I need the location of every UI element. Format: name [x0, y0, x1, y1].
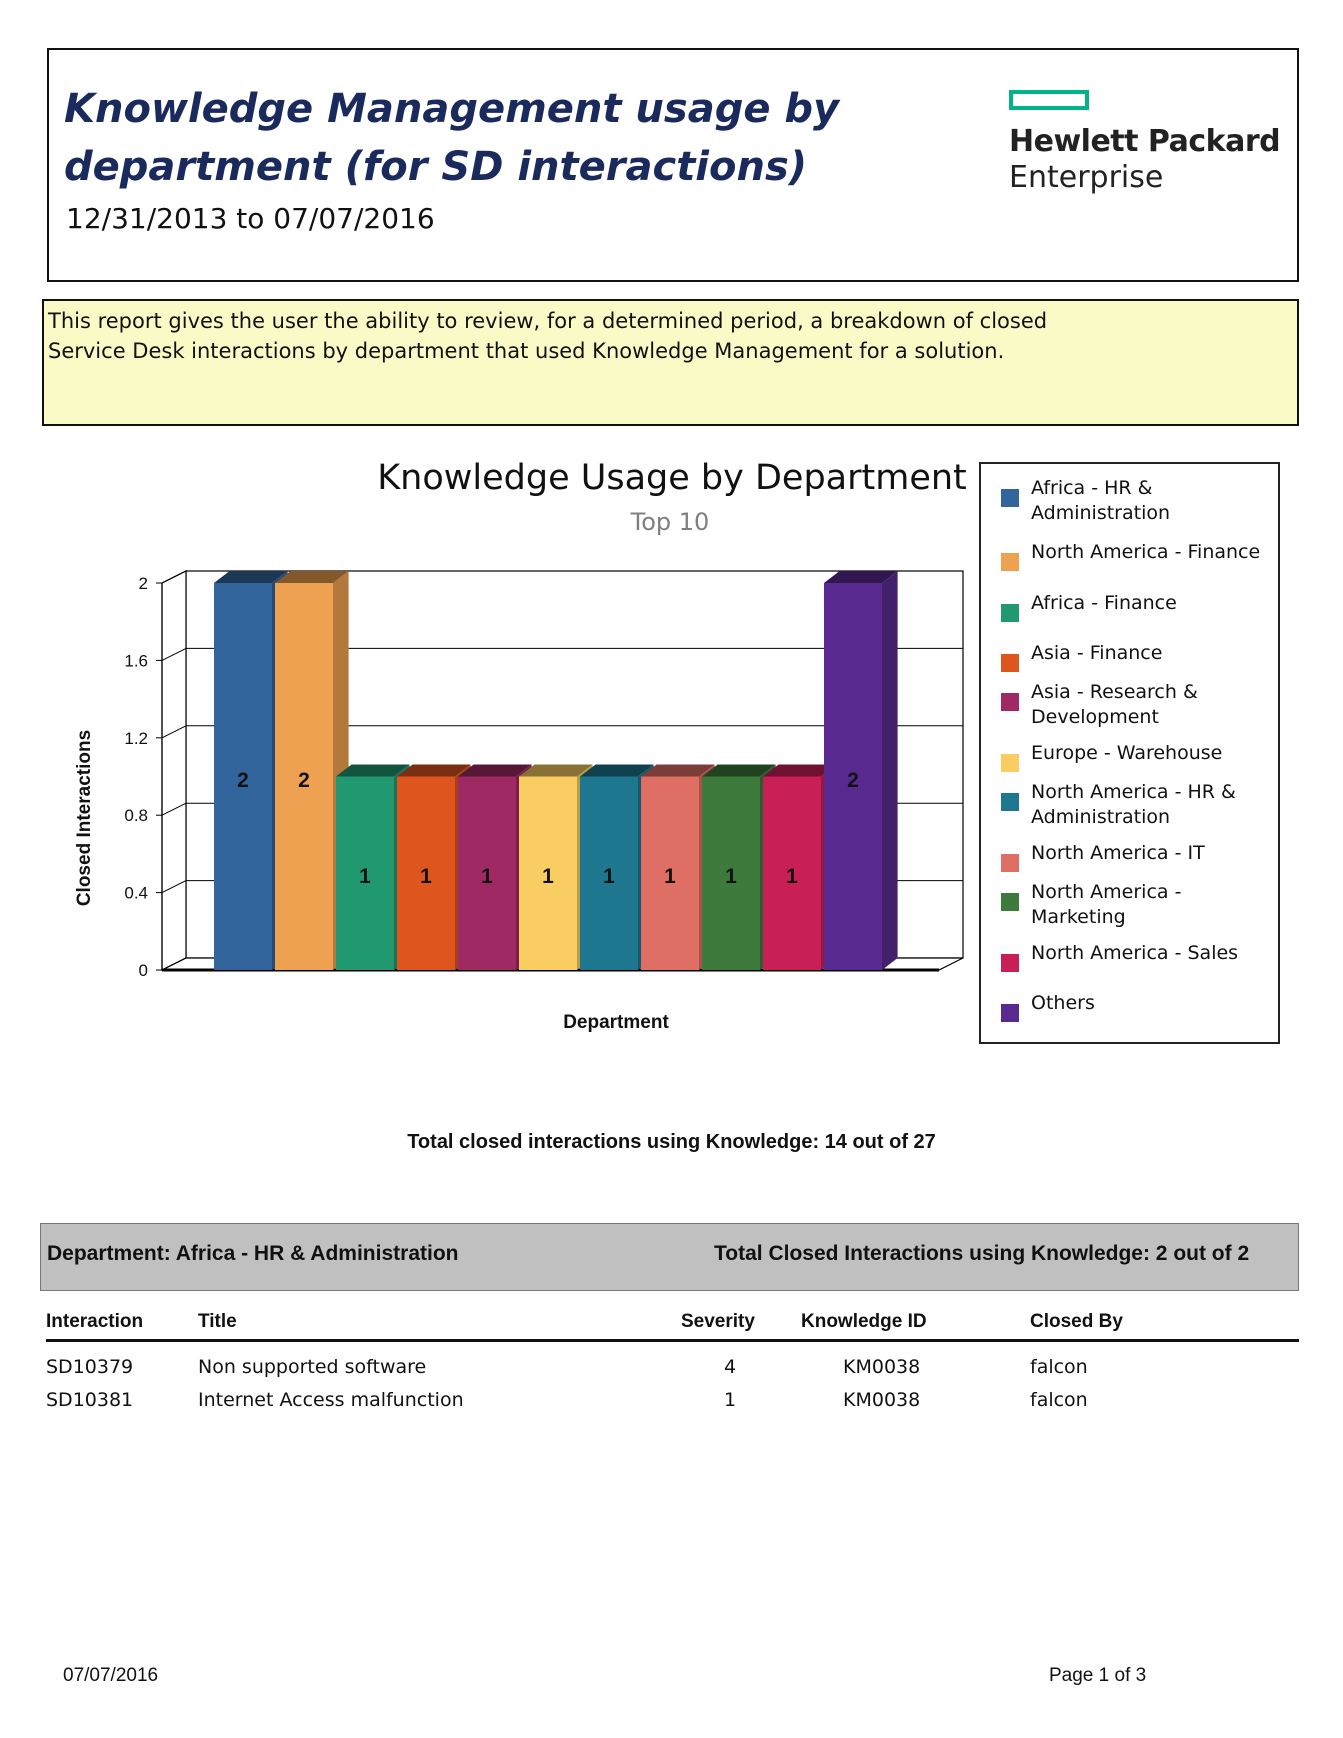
legend-swatch — [1001, 793, 1019, 811]
logo-line2: Enterprise — [1009, 160, 1164, 195]
legend-label: Asia - Research & Development — [1031, 681, 1198, 728]
y-tick-label: 0 — [138, 961, 148, 980]
cell-severity: 1 — [724, 1389, 737, 1411]
bar-value-label: 1 — [481, 865, 493, 888]
bar-value-label: 1 — [664, 865, 676, 888]
bar-value-label: 1 — [359, 865, 371, 888]
legend-label: Europe - Warehouse — [1031, 742, 1223, 764]
footer-date: 07/07/2016 — [63, 1665, 159, 1686]
legend-label: North America - HR & Administration — [1031, 781, 1236, 828]
footer-page-number: Page 1 of 3 — [1049, 1665, 1147, 1686]
department-header — [40, 1223, 1299, 1291]
column-header-closed-by: Closed By — [1030, 1311, 1123, 1332]
legend-label: North America - Sales — [1031, 942, 1239, 964]
chart-title: Knowledge Usage by Department — [377, 458, 967, 498]
column-header-severity: Severity — [681, 1311, 755, 1332]
column-header-title: Title — [198, 1311, 237, 1332]
legend-swatch — [1001, 854, 1019, 872]
legend-label: Africa - Finance — [1031, 592, 1177, 614]
column-header-interaction: Interaction — [46, 1311, 144, 1332]
y-tick-label: 1.2 — [124, 728, 148, 748]
cell-interaction: SD10381 — [46, 1389, 134, 1411]
legend-swatch — [1001, 1004, 1019, 1022]
legend-label: Africa - HR & Administration — [1031, 477, 1171, 524]
bar-value-label: 2 — [298, 769, 310, 792]
cell-interaction: SD10379 — [46, 1356, 134, 1378]
chart-subtitle: Top 10 — [630, 508, 710, 536]
bar-value-label: 1 — [542, 865, 554, 888]
legend-swatch — [1001, 954, 1019, 972]
legend-swatch — [1001, 893, 1019, 911]
report-description: This report gives the user the ability to review, for a determined period, a breakdown of closed Service Desk interactions by department that used Knowledge Management for a solution. — [48, 309, 1048, 363]
y-tick-label: 1.6 — [124, 651, 148, 671]
department-total: Total Closed Interactions using Knowledge: 2 out of 2 — [714, 1242, 1250, 1265]
legend-swatch — [1001, 754, 1019, 772]
cell-knowledge-id: KM0038 — [843, 1389, 921, 1411]
table-header — [46, 1311, 1299, 1342]
bar-value-label: 1 — [725, 865, 737, 888]
department-name: Department: Africa - HR & Administration — [47, 1242, 459, 1265]
y-axis-label: Closed Interactions — [74, 729, 95, 907]
legend-label: Asia - Finance — [1031, 642, 1163, 664]
cell-knowledge-id: KM0038 — [843, 1356, 921, 1378]
table-row — [46, 1389, 1299, 1419]
y-tick-label: 0.4 — [124, 883, 148, 903]
bar-side — [882, 571, 898, 970]
bar-value-label: 2 — [847, 769, 859, 792]
bar-value-label: 1 — [603, 865, 615, 888]
legend-swatch — [1001, 553, 1019, 571]
report-title: Knowledge Management usage by department (for SD interactions) — [64, 86, 840, 190]
y-tick-label: 0.8 — [124, 806, 148, 826]
cell-severity: 4 — [724, 1356, 737, 1378]
cell-closed-by: falcon — [1030, 1356, 1088, 1378]
legend-label: Others — [1031, 992, 1095, 1014]
bar-value-label: 1 — [420, 865, 432, 888]
legend-swatch — [1001, 489, 1019, 507]
legend-label: North America - IT — [1031, 842, 1205, 864]
legend-swatch — [1001, 693, 1019, 711]
bar-value-label: 2 — [237, 769, 249, 792]
legend-swatch — [1001, 654, 1019, 672]
report-date-range: 12/31/2013 to 07/07/2016 — [66, 202, 435, 235]
legend-swatch — [1001, 604, 1019, 622]
chart-side-wall — [162, 571, 186, 970]
logo-line1: Hewlett Packard — [1009, 124, 1281, 159]
legend-label: North America - Finance — [1031, 541, 1261, 563]
table-row — [46, 1356, 1299, 1386]
legend-label: North America - Marketing — [1031, 881, 1182, 928]
cell-title: Non supported software — [198, 1356, 427, 1378]
bar-value-label: 1 — [786, 865, 798, 888]
total-closed-interactions: Total closed interactions using Knowledge: 14 out of 27 — [407, 1131, 936, 1153]
cell-title: Internet Access malfunction — [198, 1389, 464, 1411]
cell-closed-by: falcon — [1030, 1389, 1088, 1411]
chart-legend — [979, 462, 1280, 1044]
x-axis-label: Department — [563, 1012, 669, 1033]
column-header-knowledge-id: Knowledge ID — [801, 1311, 927, 1332]
y-tick-label: 2 — [138, 574, 148, 593]
